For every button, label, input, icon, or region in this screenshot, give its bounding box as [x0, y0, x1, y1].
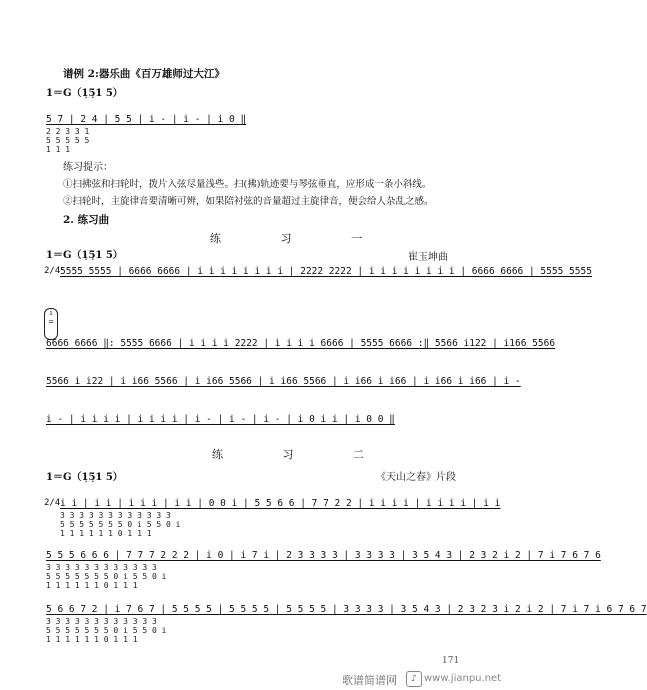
- exercise2-chord-row: 5 5 5 5 5 5 5 0 i 5 5 0 i: [46, 572, 167, 581]
- page-number: 171: [442, 656, 460, 666]
- tips-line-2: ②扫轮时，主旋律音要清晰可辨，如果陪衬弦的音量超过主旋律音，便会给人杂乱之感。: [63, 196, 434, 207]
- exercise2-key: 1＝G（1̣5̣1 5）: [46, 472, 123, 483]
- exercise2-staff-row: i i | i i | i i i | i i | 0 0 i | 5 5 6 6 | 7 7 2 2 | i i i i | i i i i | i i: [60, 498, 501, 509]
- exercise2-staff-row: 5 6 6 7 2 | i 7 6 7 | 5 5 5 5 | 5 5 5 5 | 5 5 5 5 | 3 3 3 3 | 3 5 4 3 | 2 3 2 3 i 2 i 2 | 7 i 7 i 6 7 6 7: [46, 604, 647, 615]
- exercise2-chord-row: 5 5 5 5 5 5 5 0 i 5 5 0 i: [60, 520, 181, 529]
- exercise2-staff-row: 5 5 5 6 6 6 | 7 7 7 2 2 2 | i 0 | i 7 i | 2 3 3 3 3 | 3 3 3 3 | 3 5 4 3 | 2 3 2 i 2 | 7 i 7 6 7 6: [46, 550, 601, 561]
- exercise1-staff-row: 5566 i i22 | i i66 5566 | i i66 5566 | i i66 5566 | i i66 i i66 | i i66 i i66 | i -: [46, 376, 521, 387]
- exercise2-chord-row: 1 1 1 1 1 1 0 1 1 1: [46, 635, 138, 644]
- exercise2-title: 练 习 二: [212, 448, 392, 461]
- exercise2-chord-row: 1 1 1 1 1 1 0 1 1 1: [60, 529, 152, 538]
- exercise1-staff-row: 6666 6666 ‖: 5555 6666 | i i i i 2222 | i i i i 6666 | 5555 6666 :‖ 5566 i122 | i166 5566: [46, 338, 556, 349]
- example2-title: 谱例 2:器乐曲《百万雄师过大江》: [63, 68, 225, 80]
- exercise1-key: 1＝G（1̣5̣1 5）: [46, 250, 123, 261]
- exercise1-staff-row: 5555 5555 | 6666 6666 | i i i i i i i i | 2222 2222 | i i i i i i i i | 6666 6666 | 5555 5555: [60, 266, 592, 277]
- exercise2-chord-row: 3 3 3 3 3 3 3 3 3 3 3 3: [46, 617, 157, 626]
- exercise2-chord-row: 1 1 1 1 1 1 0 1 1 1: [46, 581, 138, 590]
- exercise1-composer: 崔玉坤曲: [408, 252, 448, 263]
- example2-staff: 5 7 | 2 4 | 5 5 | i - | i - | i 0 ‖: [46, 114, 247, 125]
- example2-chord-row: 1 1 1: [46, 145, 71, 154]
- tips-line-1: ①扫拂弦和扫轮时，拨片入弦尽量浅些。扫(拂)轨迹要与琴弦垂直，应形成一条小斜线。: [63, 179, 432, 190]
- exercise2-chord-row: 5 5 5 5 5 5 5 0 i 5 5 0 i: [46, 626, 167, 635]
- watermark-logo-icon: ♪: [406, 671, 422, 687]
- section-heading: 2. 练习曲: [63, 214, 110, 226]
- example2-chord-row: 5 5 5 5 5: [46, 136, 90, 145]
- exercise1-time-signature: 2/4: [44, 266, 61, 276]
- tremolo-marker: i =: [44, 308, 58, 340]
- example2-chord-row: 2 2 3 3 1: [46, 127, 90, 136]
- example2-key: 1＝G（1̣5̣1 5）: [46, 88, 123, 99]
- watermark-text: 歌谱简谱网: [342, 674, 397, 687]
- exercise2-source: 《天山之春》片段: [376, 472, 456, 483]
- exercise1-title: 练 习 一: [210, 232, 390, 245]
- tips-heading: 练习提示：: [63, 162, 113, 173]
- exercise1-staff-row: i - | i i i i | i i i i | i - | i - | i - | i 0 i i | i 0 0 ‖: [46, 414, 395, 425]
- exercise2-time-signature: 2/4: [44, 498, 61, 508]
- watermark-url: www.jianpu.net: [424, 673, 502, 684]
- exercise2-chord-row: 3 3 3 3 3 3 3 3 3 3 3 3: [46, 563, 157, 572]
- exercise2-chord-row: 3 3 3 3 3 3 3 3 3 3 3 3: [60, 511, 171, 520]
